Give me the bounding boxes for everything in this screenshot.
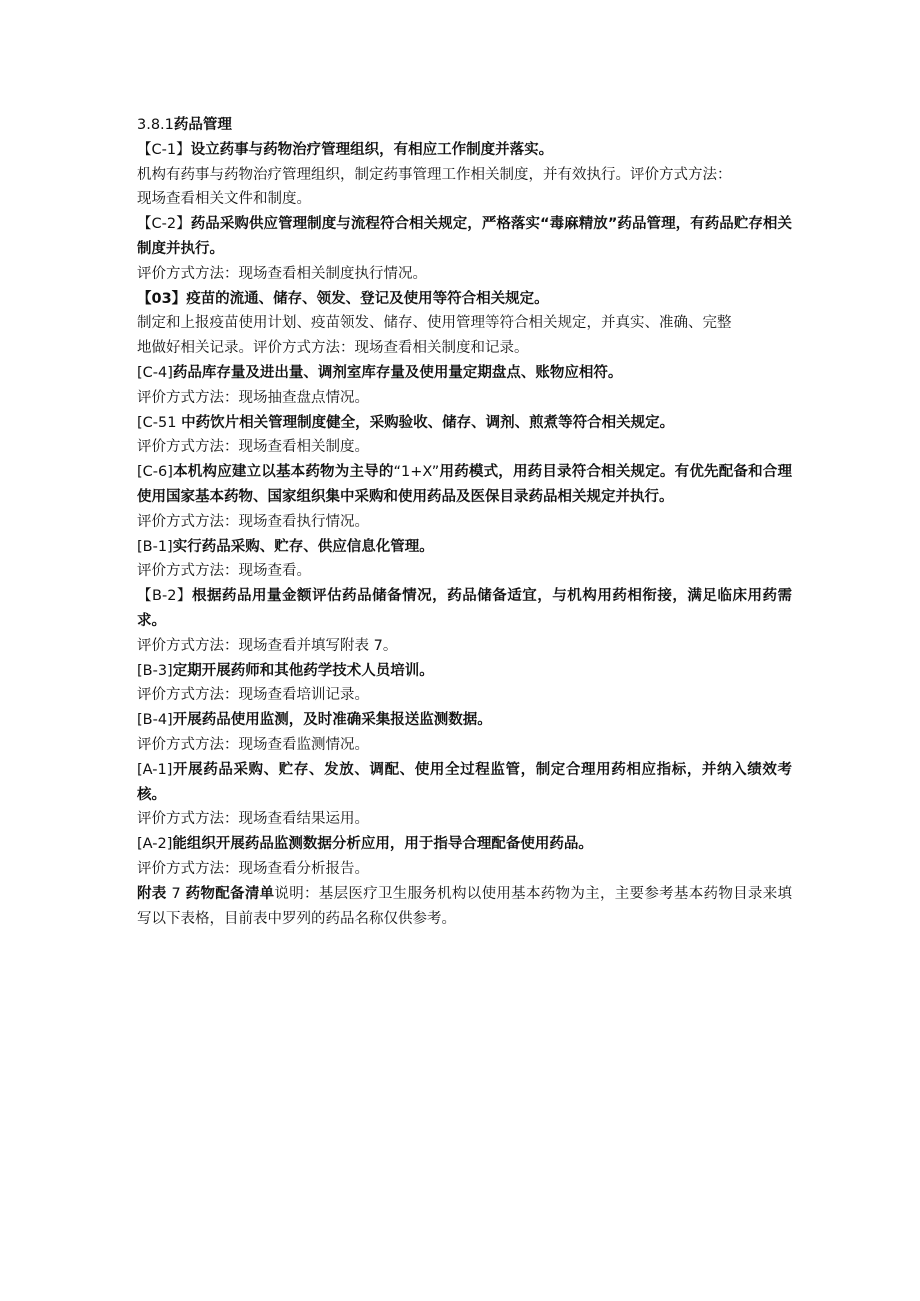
item-requirement bbox=[137, 584, 792, 634]
item-requirement-text: 药品库存量及进出量、调剂室库存量及使用量定期盘点、账物应相符。 bbox=[172, 364, 623, 381]
item-code: [C-6] bbox=[137, 464, 173, 481]
item-requirement bbox=[137, 535, 792, 560]
item-method: 评价方式方法：现场查看分析报告。 bbox=[137, 860, 369, 877]
item-method: 评价方式方法：现场查看培训记录。 bbox=[137, 687, 369, 704]
appendix-number: 7 bbox=[166, 885, 186, 902]
item-requirement-text: 用药模式，用药目录符合相关规定。有优先配备和合理使用国家基本药物、国家组织集中采购和使用药品及医保目录药品相关规定并执行。 bbox=[137, 464, 793, 505]
item-requirement bbox=[137, 659, 792, 684]
item-code: 【C-2】 bbox=[137, 216, 191, 233]
section-title: 药品管理 bbox=[173, 117, 232, 133]
item-method: 评价方式方法：现场查看相关制度执行情况。 bbox=[137, 265, 427, 282]
item-code: [C-51 bbox=[137, 414, 182, 431]
item-method: 评价方式方法：现场查看执行情况。 bbox=[137, 513, 369, 530]
item-requirement bbox=[137, 411, 792, 436]
item-method: 评价方式方法：现场查看结果运用。 bbox=[137, 811, 369, 828]
item-code: 【C-1】 bbox=[137, 141, 191, 158]
item-method: 评价方式方法：现场查看相关制度。 bbox=[137, 439, 369, 456]
item-code: [B-1] bbox=[137, 538, 173, 555]
item-method: 评价方式方法：现场查看并填写附表 7。 bbox=[137, 637, 398, 654]
item-requirement-quote: “1+X” bbox=[393, 464, 440, 481]
item-requirement-text: 疫苗的流通、储存、领发、登记及使用等符合相关规定。 bbox=[186, 290, 549, 307]
item-requirement bbox=[137, 758, 792, 808]
item-requirement bbox=[137, 361, 792, 386]
section-heading bbox=[137, 113, 792, 138]
item-code: [B-3] bbox=[137, 662, 173, 679]
item-method: 评价方式方法：现场查看监测情况。 bbox=[137, 736, 369, 753]
item-requirement bbox=[137, 138, 792, 163]
item-method: 评价方式方法：现场抽查盘点情况。 bbox=[137, 389, 369, 406]
appendix-label: 附表 bbox=[137, 885, 167, 902]
item-requirement-text: 根据药品用量金额评估药品储备情况，药品储备适宜，与机构用药相衔接，满足临床用药需求。 bbox=[137, 588, 793, 629]
document-body bbox=[137, 113, 792, 931]
item-requirement-text: 实行药品采购、贮存、供应信息化管理。 bbox=[172, 538, 434, 555]
item-method: 评价方式方法：现场查看。 bbox=[137, 563, 311, 580]
item-code: 【03】 bbox=[137, 290, 187, 307]
appendix-title: 药物配备清单 bbox=[185, 885, 275, 902]
item-requirement-text: 定期开展药师和其他药学技术人员培训。 bbox=[172, 662, 434, 679]
item-requirement-text: 设立药事与药物治疗管理组织，有相应工作制度并落实。 bbox=[190, 141, 554, 158]
item-requirement bbox=[137, 708, 792, 733]
appendix-paragraph bbox=[137, 882, 792, 932]
item-code: [C-4] bbox=[137, 364, 173, 381]
item-requirement-text: 能组织开展药品监测数据分析应用，用于指导合理配备使用药品。 bbox=[172, 836, 593, 853]
item-method: 制定和上报疫苗使用计划、疫苗领发、储存、使用管理等符合相关规定，并真实、准确、完整 bbox=[137, 315, 732, 332]
item-requirement bbox=[137, 287, 792, 312]
appendix-note: 说明：基层医疗卫生服务机构以使用基本药物为主，主要参考基本药物目录来填写以下表格，目前表中罗列的药品名称仅供参考。 bbox=[137, 885, 793, 927]
item-requirement bbox=[137, 212, 792, 262]
item-method: 现场查看相关文件和制度。 bbox=[137, 191, 311, 208]
item-requirement-text: 开展药品使用监测，及时准确采集报送监测数据。 bbox=[172, 712, 492, 729]
item-code: [A-2] bbox=[137, 836, 173, 853]
item-requirement bbox=[137, 832, 792, 857]
item-method: 机构有药事与药物治疗管理组织，制定药事管理工作相关制度，并有效执行。评价方式方法： bbox=[137, 166, 732, 183]
item-requirement-text: 中药饮片相关管理制度健全，采购验收、储存、调剂、煎煮等符合相关规定。 bbox=[181, 414, 675, 431]
item-requirement-text: 开展药品采购、贮存、发放、调配、使用全过程监管，制定合理用药相应指标，并纳入绩效考核。 bbox=[137, 761, 792, 803]
item-method: 地做好相关记录。评价方式方法：现场查看相关制度和记录。 bbox=[137, 340, 529, 357]
item-requirement-text: 药品采购供应管理制度与流程符合相关规定，严格落实“毒麻精放”药品管理，有药品贮存相关制度并执行。 bbox=[137, 216, 792, 257]
item-requirement bbox=[137, 460, 792, 510]
item-code: [A-1] bbox=[137, 761, 173, 778]
item-requirement-text: 本机构应建立以基本药物为主导的 bbox=[172, 464, 394, 481]
section-number: 3.8.1 bbox=[137, 117, 174, 133]
item-code: 【B-2】 bbox=[137, 588, 192, 605]
item-code: [B-4] bbox=[137, 712, 173, 729]
